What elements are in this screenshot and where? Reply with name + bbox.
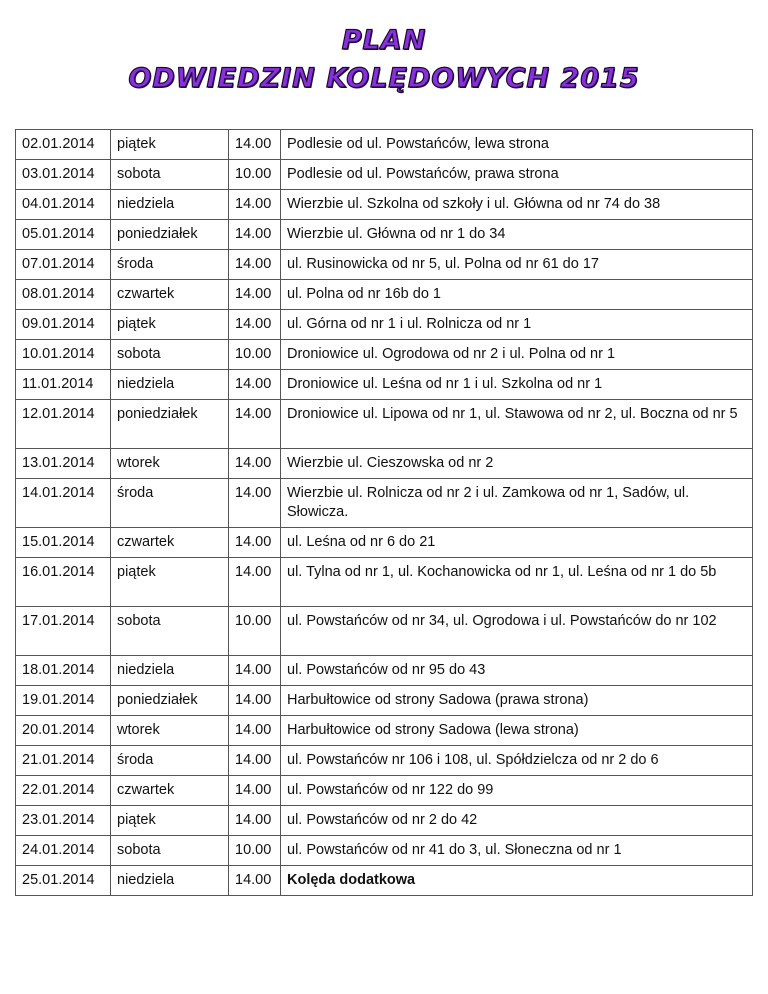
description-cell: Droniowice ul. Ogrodowa od nr 2 i ul. Polna od nr 1 [281, 340, 753, 370]
description-cell: Podlesie od ul. Powstańców, lewa strona [281, 130, 753, 160]
date-cell: 12.01.2014 [16, 400, 111, 449]
day-cell: sobota [111, 836, 229, 866]
table-row [16, 558, 753, 607]
description-cell: Harbułtowice od strony Sadowa (prawa strona) [281, 686, 753, 716]
description-cell: Wierzbie ul. Szkolna od szkoły i ul. Główna od nr 74 do 38 [281, 190, 753, 220]
date-cell: 21.01.2014 [16, 746, 111, 776]
date-cell: 18.01.2014 [16, 656, 111, 686]
time-cell: 14.00 [229, 716, 281, 746]
time-cell: 10.00 [229, 836, 281, 866]
description-cell: Harbułtowice od strony Sadowa (lewa strona) [281, 716, 753, 746]
description-cell: Kolęda dodatkowa [281, 866, 753, 896]
day-cell: piątek [111, 310, 229, 340]
description-cell: ul. Powstańców od nr 2 do 42 [281, 806, 753, 836]
description-cell: Wierzbie ul. Rolnicza od nr 2 i ul. Zamkowa od nr 1, Sadów, ul. Słowicza. [281, 479, 753, 528]
date-cell: 04.01.2014 [16, 190, 111, 220]
day-cell: piątek [111, 806, 229, 836]
time-cell: 14.00 [229, 400, 281, 449]
date-cell: 05.01.2014 [16, 220, 111, 250]
time-cell: 14.00 [229, 449, 281, 479]
table-row [16, 746, 753, 776]
day-cell: niedziela [111, 656, 229, 686]
time-cell: 14.00 [229, 250, 281, 280]
table-row [16, 370, 753, 400]
day-cell: poniedziałek [111, 220, 229, 250]
day-cell: piątek [111, 130, 229, 160]
date-cell: 02.01.2014 [16, 130, 111, 160]
day-cell: wtorek [111, 449, 229, 479]
description-cell: Wierzbie ul. Główna od nr 1 do 34 [281, 220, 753, 250]
page-title-line-2: ODWIEDZIN KOLĘDOWYCH 2015 [128, 63, 640, 94]
date-cell: 22.01.2014 [16, 776, 111, 806]
time-cell: 14.00 [229, 370, 281, 400]
table-row [16, 190, 753, 220]
day-cell: poniedziałek [111, 400, 229, 449]
table-row [16, 836, 753, 866]
description-cell: ul. Powstańców od nr 34, ul. Ogrodowa i ul. Powstańców do nr 102 [281, 607, 753, 656]
time-cell: 14.00 [229, 528, 281, 558]
time-cell: 14.00 [229, 190, 281, 220]
table-row [16, 340, 753, 370]
table-row [16, 449, 753, 479]
title-block [0, 22, 768, 98]
page-title-line-1: PLAN [341, 25, 427, 56]
date-cell: 23.01.2014 [16, 806, 111, 836]
time-cell: 14.00 [229, 806, 281, 836]
table-row [16, 866, 753, 896]
day-cell: niedziela [111, 190, 229, 220]
day-cell: środa [111, 746, 229, 776]
table-row [16, 806, 753, 836]
table-row [16, 607, 753, 656]
description-cell: ul. Powstańców nr 106 i 108, ul. Spółdzielcza od nr 2 do 6 [281, 746, 753, 776]
time-cell: 14.00 [229, 746, 281, 776]
table-row [16, 160, 753, 190]
description-cell: Droniowice ul. Lipowa od nr 1, ul. Stawowa od nr 2, ul. Boczna od nr 5 [281, 400, 753, 449]
day-cell: środa [111, 479, 229, 528]
date-cell: 08.01.2014 [16, 280, 111, 310]
time-cell: 14.00 [229, 280, 281, 310]
time-cell: 14.00 [229, 656, 281, 686]
date-cell: 03.01.2014 [16, 160, 111, 190]
time-cell: 14.00 [229, 866, 281, 896]
time-cell: 10.00 [229, 607, 281, 656]
table-row [16, 776, 753, 806]
description-cell: ul. Leśna od nr 6 do 21 [281, 528, 753, 558]
date-cell: 25.01.2014 [16, 866, 111, 896]
date-cell: 20.01.2014 [16, 716, 111, 746]
description-cell: ul. Powstańców od nr 122 do 99 [281, 776, 753, 806]
date-cell: 07.01.2014 [16, 250, 111, 280]
description-cell: ul. Polna od nr 16b do 1 [281, 280, 753, 310]
day-cell: sobota [111, 340, 229, 370]
table-row [16, 716, 753, 746]
time-cell: 14.00 [229, 558, 281, 607]
date-cell: 13.01.2014 [16, 449, 111, 479]
day-cell: niedziela [111, 866, 229, 896]
date-cell: 09.01.2014 [16, 310, 111, 340]
day-cell: niedziela [111, 370, 229, 400]
table-row [16, 220, 753, 250]
time-cell: 14.00 [229, 776, 281, 806]
description-cell: Droniowice ul. Leśna od nr 1 i ul. Szkolna od nr 1 [281, 370, 753, 400]
day-cell: środa [111, 250, 229, 280]
table-row [16, 528, 753, 558]
table-row [16, 686, 753, 716]
date-cell: 17.01.2014 [16, 607, 111, 656]
day-cell: poniedziałek [111, 686, 229, 716]
time-cell: 10.00 [229, 340, 281, 370]
description-cell: ul. Powstańców od nr 41 do 3, ul. Słoneczna od nr 1 [281, 836, 753, 866]
time-cell: 10.00 [229, 160, 281, 190]
table-row [16, 250, 753, 280]
day-cell: czwartek [111, 528, 229, 558]
date-cell: 16.01.2014 [16, 558, 111, 607]
table-row [16, 130, 753, 160]
date-cell: 10.01.2014 [16, 340, 111, 370]
date-cell: 15.01.2014 [16, 528, 111, 558]
time-cell: 14.00 [229, 479, 281, 528]
date-cell: 19.01.2014 [16, 686, 111, 716]
date-cell: 24.01.2014 [16, 836, 111, 866]
day-cell: sobota [111, 160, 229, 190]
description-cell: ul. Rusinowicka od nr 5, ul. Polna od nr 61 do 17 [281, 250, 753, 280]
date-cell: 11.01.2014 [16, 370, 111, 400]
date-cell: 14.01.2014 [16, 479, 111, 528]
time-cell: 14.00 [229, 130, 281, 160]
schedule-body [16, 130, 753, 896]
day-cell: piątek [111, 558, 229, 607]
description-cell: ul. Górna od nr 1 i ul. Rolnicza od nr 1 [281, 310, 753, 340]
table-row [16, 656, 753, 686]
table-row [16, 400, 753, 449]
description-cell: ul. Tylna od nr 1, ul. Kochanowicka od nr 1, ul. Leśna od nr 1 do 5b [281, 558, 753, 607]
day-cell: sobota [111, 607, 229, 656]
table-row [16, 310, 753, 340]
table-row [16, 479, 753, 528]
description-cell: ul. Powstańców od nr 95 do 43 [281, 656, 753, 686]
time-cell: 14.00 [229, 686, 281, 716]
time-cell: 14.00 [229, 220, 281, 250]
time-cell: 14.00 [229, 310, 281, 340]
table-row [16, 280, 753, 310]
description-cell: Wierzbie ul. Cieszowska od nr 2 [281, 449, 753, 479]
schedule-table [15, 129, 753, 896]
day-cell: czwartek [111, 280, 229, 310]
day-cell: czwartek [111, 776, 229, 806]
day-cell: wtorek [111, 716, 229, 746]
description-cell: Podlesie od ul. Powstańców, prawa strona [281, 160, 753, 190]
